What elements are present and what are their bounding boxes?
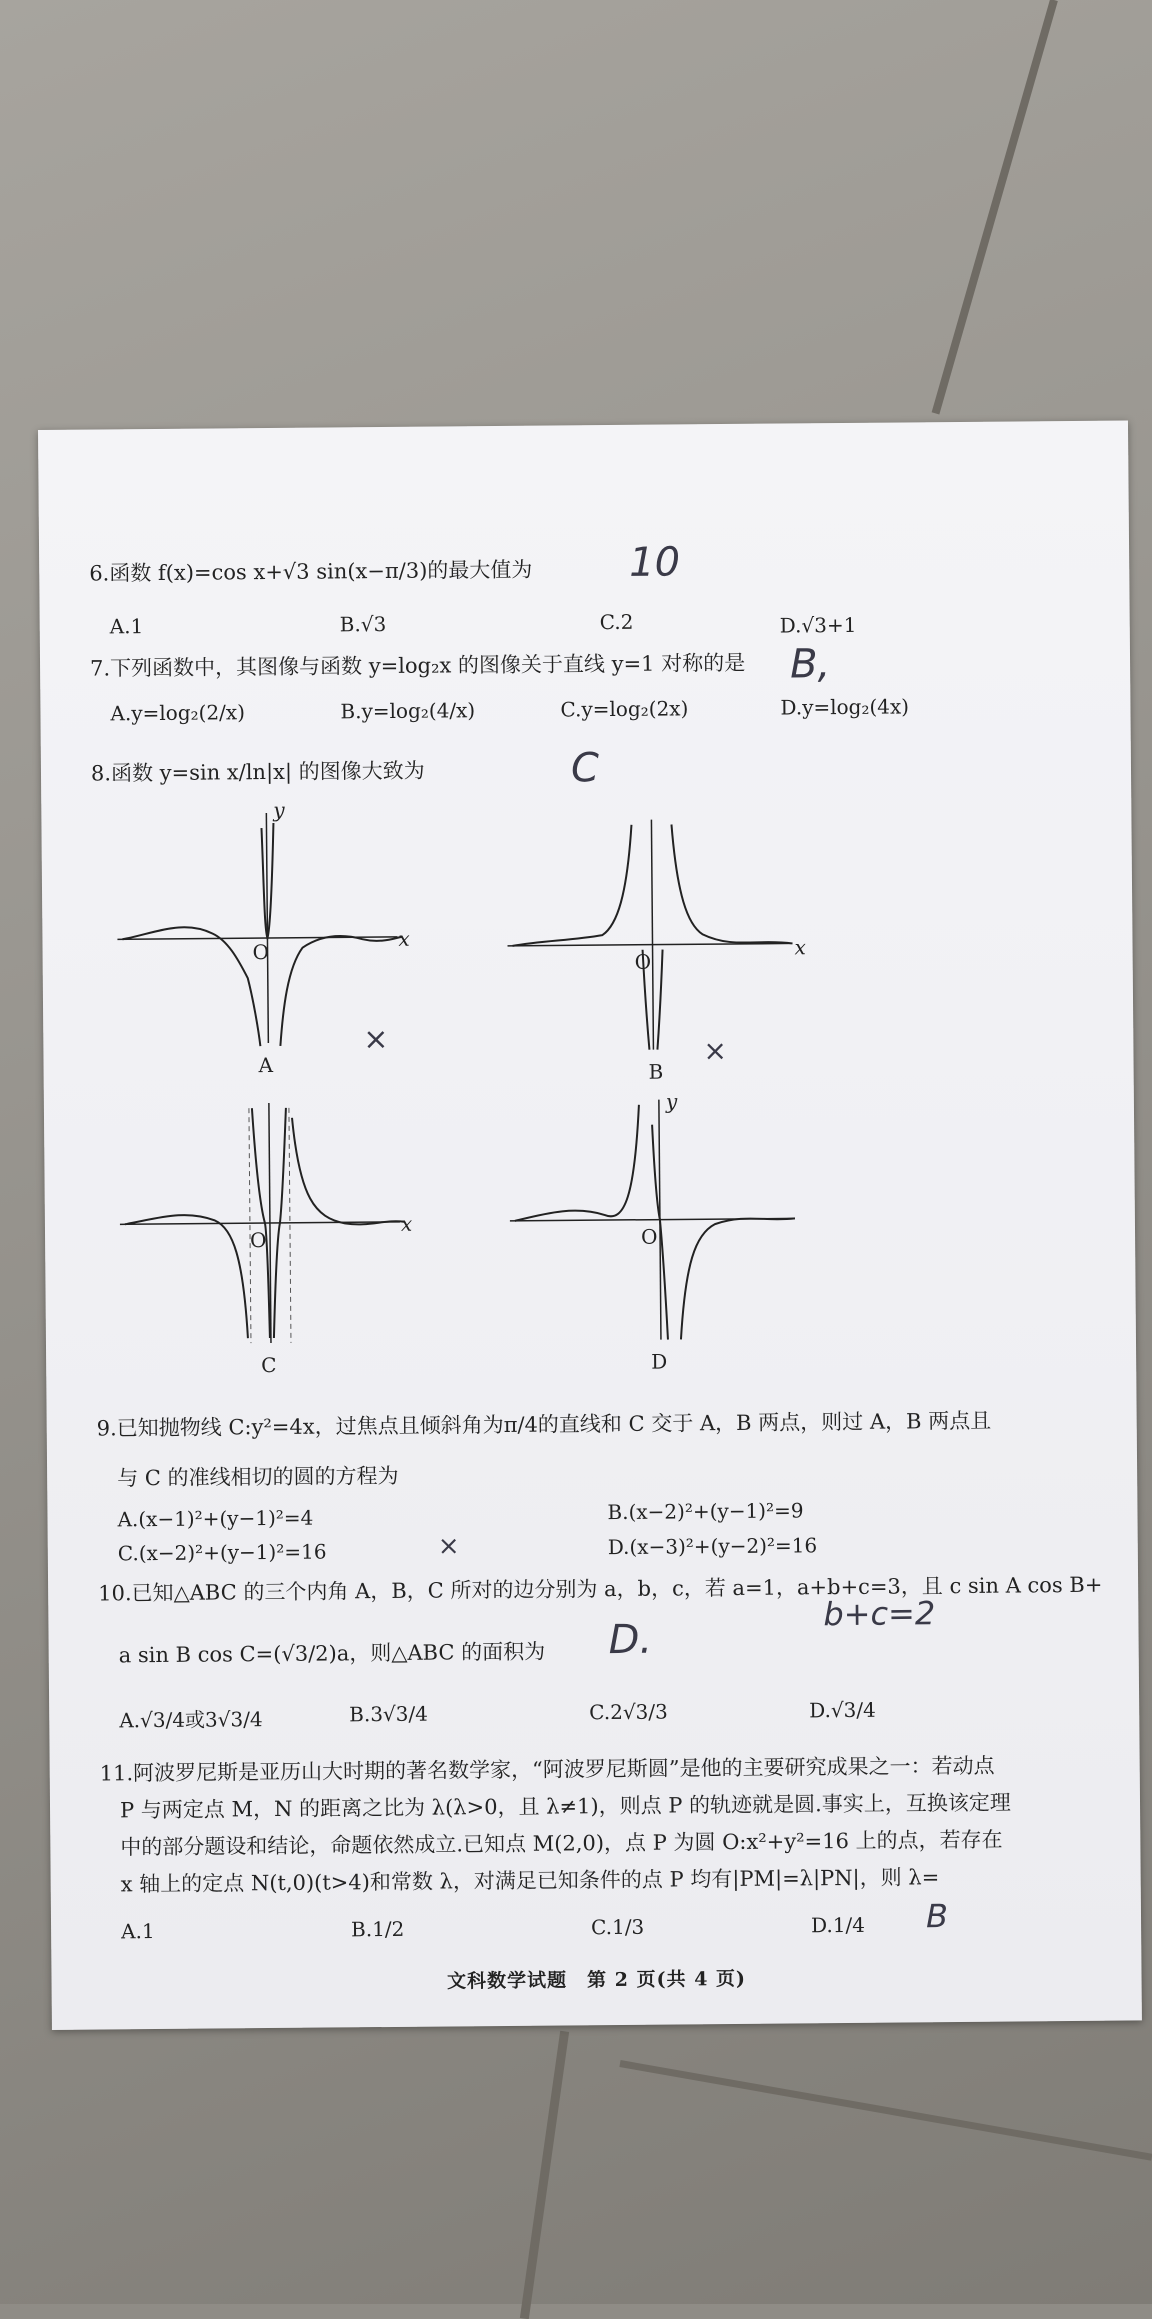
q11-option-c: C.1/3 (590, 1914, 645, 1940)
q7-option-d: D.y=log₂(4x) (780, 694, 910, 720)
q6-option-c: C.2 (599, 609, 634, 635)
graph-a-y-label: y (273, 797, 285, 822)
question-11-line-1: 11.阿波罗尼斯是亚历山大时期的著名数学家，“阿波罗尼斯圆”是他的主要研究成果之一：若动点 (99, 1753, 995, 1786)
q6-option-b: B.√3 (339, 611, 387, 637)
q10-option-d: D.√3/4 (809, 1697, 876, 1723)
q10-option-c: C.2√3/3 (589, 1699, 668, 1725)
graph-d-label: D (651, 1349, 668, 1374)
q11-option-b: B.1/2 (350, 1916, 405, 1942)
graph-a-origin: O (252, 940, 270, 965)
q6-option-a: A.1 (109, 614, 144, 639)
graph-d-y-label: y (665, 1089, 678, 1114)
question-7-stem: 7.下列函数中，其图像与函数 y=log₂x 的图像关于直线 y=1 对称的是 (89, 650, 746, 681)
graph-c-origin: O (249, 1228, 267, 1253)
q11-option-a: A.1 (120, 1919, 155, 1944)
q10-handwritten-work: b+c=2 (823, 1594, 936, 1634)
graph-a (111, 807, 413, 1050)
question-8-stem: 8.函数 y=sin x/ln|x| 的图像大致为 (90, 758, 425, 786)
q8-handwritten-note: C (570, 745, 600, 792)
q7-handwritten-note: B, (789, 641, 831, 688)
graph-a-cross-mark: × (363, 1021, 389, 1058)
exam-page (38, 420, 1142, 2029)
graph-c-label: C (261, 1352, 277, 1378)
graph-b (501, 813, 806, 1056)
graph-c (114, 1097, 416, 1350)
graph-d (504, 1093, 806, 1346)
q9-option-c: C.(x−2)²+(y−1)²=16 (117, 1539, 327, 1566)
q7-option-b: B.y=log₂(4/x) (340, 698, 476, 724)
q10-handwritten-note: D. (608, 1616, 653, 1664)
graph-b-origin: O (634, 949, 652, 974)
graph-a-label: A (258, 1052, 274, 1078)
q6-handwritten-note: 10 (628, 539, 681, 586)
question-11-line-2: P 与两定点 M，N 的距离之比为 λ(λ>0，且 λ≠1)，则点 P 的轨迹就是圆.事实上，互换该定理 (119, 1790, 1011, 1823)
graph-d-origin: O (640, 1224, 658, 1249)
graph-b-x-label: x (794, 935, 806, 960)
q9-option-b: B.(x−2)²+(y−1)²=9 (607, 1498, 804, 1525)
q7-option-c: C.y=log₂(2x) (560, 696, 689, 722)
question-9-stem: 9.已知抛物线 C:y²=4x，过焦点且倾斜角为π/4的直线和 C 交于 A，B 两点，则过 A，B 两点且 (96, 1408, 992, 1441)
q7-option-a: A.y=log₂(2/x) (110, 700, 246, 726)
question-11-line-3: 中的部分题设和结论，命题依然成立.已知点 M(2,0)，点 P 为圆 O:x²+y²=16 上的点，若存在 (120, 1827, 1003, 1860)
q9-option-d: D.(x−3)²+(y−2)²=16 (607, 1533, 818, 1560)
q10-option-b: B.3√3/4 (349, 1701, 429, 1727)
question-10-stem-cont: a sin B cos C=(√3/2)a，则△ABC 的面积为 (118, 1639, 546, 1668)
page-footer: 文科数学试题 第 2 页(共 4 页) (447, 1967, 747, 1993)
question-6-stem: 6.函数 f(x)=cos x+√3 sin(x−π/3)的最大值为 (89, 557, 533, 586)
q9-cross-mark: × (437, 1531, 460, 1562)
graph-a-x-label: x (398, 926, 410, 951)
q10-option-a: A.√3/4或3√3/4 (119, 1707, 263, 1733)
graph-c-x-label: x (400, 1211, 413, 1236)
question-10-stem: 10.已知△ABC 的三个内角 A，B，C 所对的边分别为 a，b，c，若 a=1，a+b+c=3，且 c sin A cos B+ (98, 1572, 1103, 1606)
graph-b-label: B (648, 1059, 664, 1084)
q11-option-d: D.1/4 (810, 1912, 866, 1938)
q6-option-d: D.√3+1 (779, 612, 857, 638)
graph-b-cross-mark: × (703, 1034, 728, 1068)
q9-option-a: A.(x−1)²+(y−1)²=4 (117, 1505, 314, 1532)
question-9-stem-cont: 与 C 的准线相切的圆的方程为 (117, 1463, 399, 1491)
question-11-line-4: x 轴上的定点 N(t,0)(t>4)和常数 λ，对满足已知条件的点 P 均有|PM|=λ|PN|，则 λ= (120, 1865, 940, 1897)
q11-handwritten-note: B (925, 1897, 949, 1936)
